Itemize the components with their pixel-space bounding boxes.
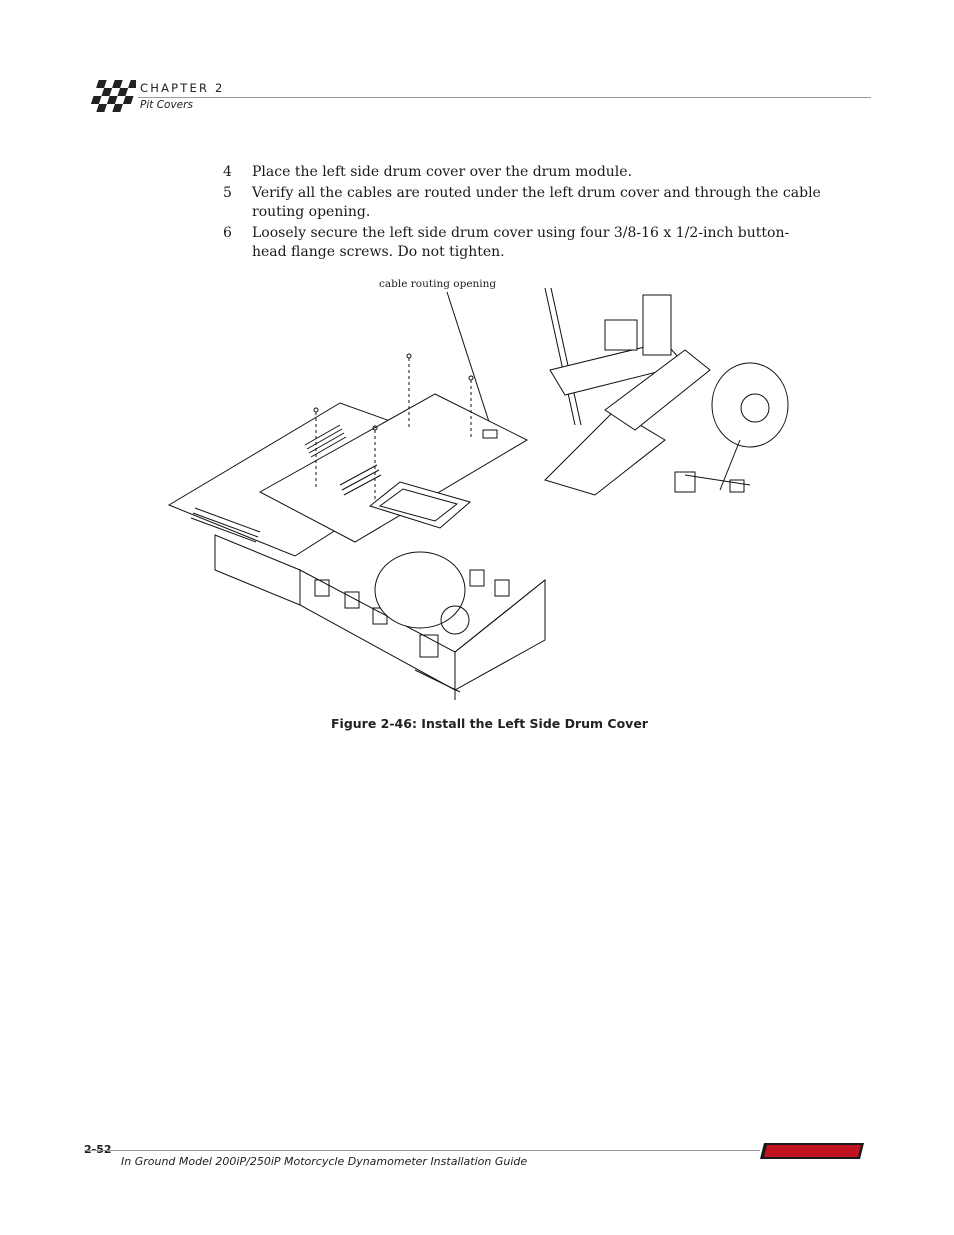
chapter-label: CHAPTER 2 — [140, 81, 225, 95]
step-text: Place the left side drum cover over the drum module. — [252, 164, 633, 180]
footer-rule — [84, 1150, 760, 1151]
drum — [375, 552, 465, 628]
page-number: 2-52 — [84, 1143, 112, 1156]
footer-document-title: In Ground Model 200iP/250iP Motorcycle Dynamometer Installation Guide — [121, 1155, 528, 1168]
step-item — [223, 184, 823, 223]
header-rule — [138, 97, 871, 98]
eddy-current-absorber — [712, 363, 788, 447]
step-text: Loosely secure the left side drum cover using four 3/8-16 x 1/2-inch button-head flange screws. Do not tighten. — [252, 224, 790, 260]
instruction-steps — [223, 163, 823, 264]
step-item — [223, 224, 823, 263]
figure-callout-label: cable routing opening — [379, 278, 497, 290]
step-item — [223, 163, 823, 183]
step-text: Verify all the cables are routed under the left drum cover and through the cable routing opening. — [252, 184, 821, 220]
step-number: 5 — [223, 184, 232, 201]
checkered-flag-icon — [84, 76, 136, 120]
step-number: 4 — [223, 164, 232, 180]
step-number: 6 — [223, 224, 232, 241]
dynojet-logo — [760, 1141, 866, 1161]
section-label: Pit Covers — [140, 99, 193, 111]
figure-caption: Figure 2-46: Install the Left Side Drum Cover — [331, 716, 648, 731]
drum-cover-illustration — [165, 280, 795, 710]
